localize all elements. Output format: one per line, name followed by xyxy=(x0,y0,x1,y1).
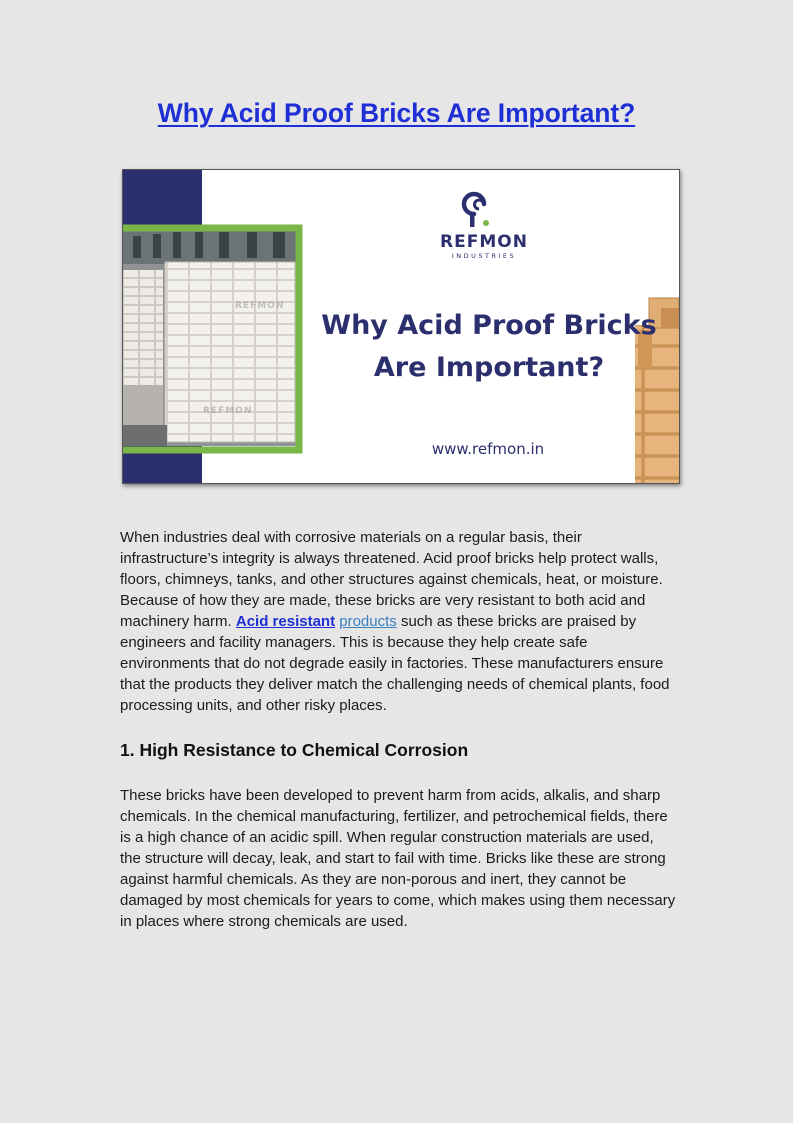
banner-heading xyxy=(293,305,680,389)
banner-image xyxy=(122,169,680,484)
logo-subtext: INDUSTRIES xyxy=(451,252,517,260)
watermark-bottom: REFMON xyxy=(203,406,253,416)
logo-wordmark: REFMON xyxy=(440,232,528,252)
section-heading-1: 1. High Resistance to Chemical Corrosion xyxy=(120,740,469,760)
banner-heading-line1: Why Acid Proof Bricks xyxy=(321,310,657,341)
intro-paragraph xyxy=(120,527,676,716)
banner-heading-line2: Are Important? xyxy=(373,352,605,383)
page-title-link[interactable]: Why Acid Proof Bricks Are Important? xyxy=(157,98,636,128)
intro-text-before-link: When industries deal with corrosive materials on a regular basis, their infrastructure’s integrity is always threatened. Acid proof bricks help protect walls, floors, chimneys, tanks, and other structures against chemicals, heat, or moisture. Because of how they are made, these bricks are very resistant to both acid and machinery harm. xyxy=(120,529,663,630)
refmon-logo-mark xyxy=(464,194,489,227)
watermark-top: REFMON xyxy=(235,301,285,311)
section-1-paragraph: These bricks have been developed to prevent harm from acids, alkalis, and sharp chemicals. In the chemical manufacturing, fertilizer, and petrochemical fields, there is a high chance of an acidic spill. When regular construction materials are used, the structure will decay, leak, and start to fail with time. Bricks like these are strong against harmful chemicals. As they are non-porous and inert, they cannot be damaged by most chemicals for years to come, which makes using them necessary in places where strong chemicals are used. xyxy=(120,787,676,930)
banner-url: www.refmon.in xyxy=(431,440,545,458)
products-link[interactable]: products xyxy=(339,613,397,630)
acid-resistant-link[interactable]: Acid resistant xyxy=(235,613,336,630)
intro-text-after-link: such as these bricks are praised by engineers and facility managers. This is because they help create safe environments that do not degrade easily in factories. These manufacturers ensure that the products they deliver match the challenging needs of chemical plants, food processing units, and other risky places. xyxy=(120,613,670,714)
